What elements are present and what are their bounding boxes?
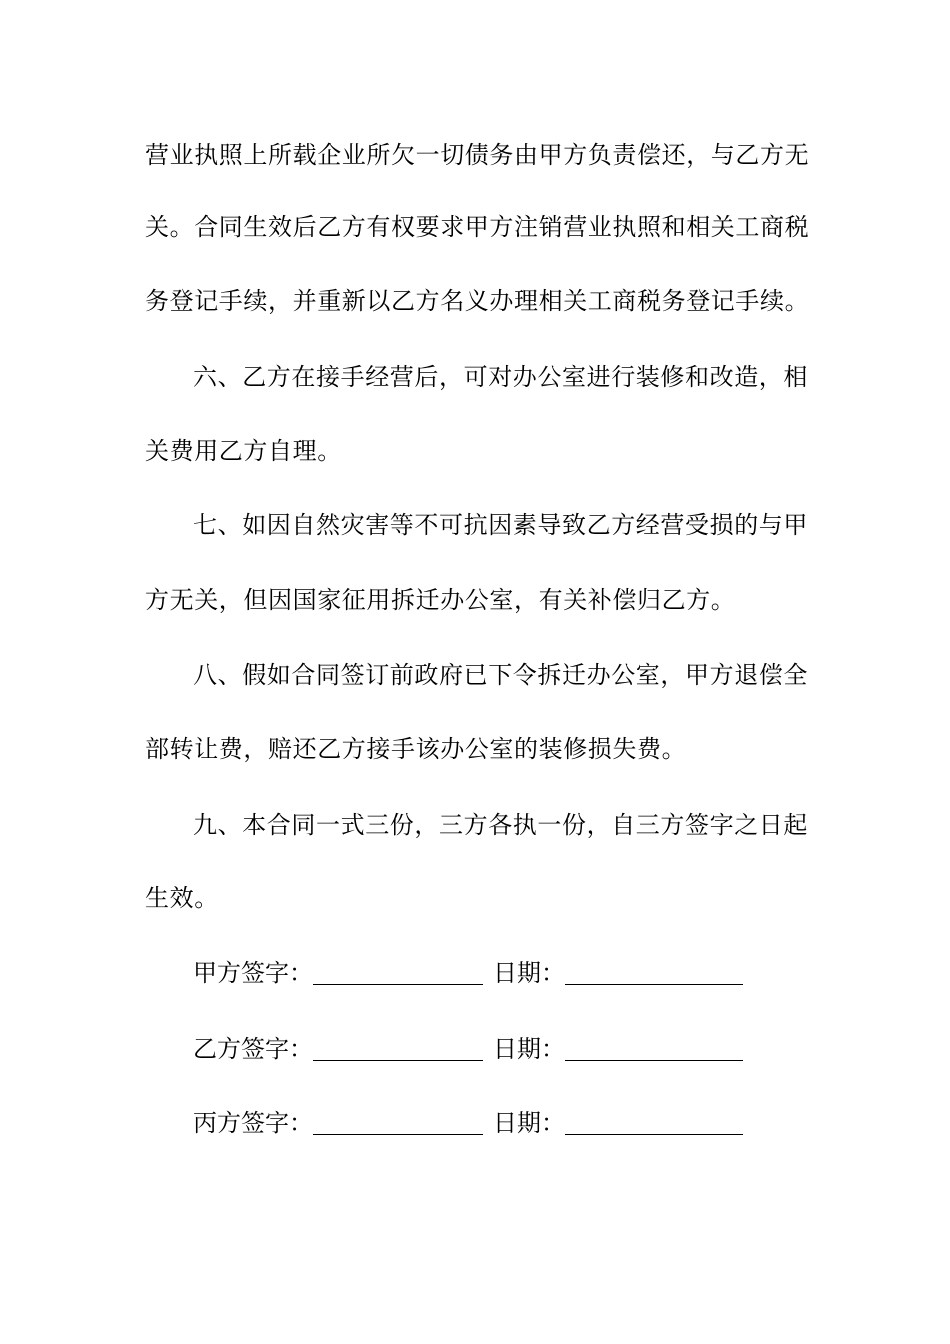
clause-seven-heading-line: 七、如因自然灾害等不可抗因素导致乙方经营受损的与甲 xyxy=(193,511,808,539)
party-b-date-label: 日期： xyxy=(493,1035,565,1063)
party-a-signature-blank[interactable] xyxy=(313,984,483,985)
text-line: 务登记手续，并重新以乙方名义办理相关工商税务登记手续。 xyxy=(145,287,810,315)
clause-six-heading-line: 六、乙方在接手经营后，可对办公室进行装修和改造，相 xyxy=(193,363,808,391)
clause-eight-heading-line: 八、假如合同签订前政府已下令拆迁办公室，甲方退偿全 xyxy=(193,661,808,689)
party-c-date-blank[interactable] xyxy=(565,1134,743,1135)
text-line: 关。合同生效后乙方有权要求甲方注销营业执照和相关工商税 xyxy=(145,213,810,241)
party-c-signature-label: 丙方签字： xyxy=(193,1109,313,1137)
clause-nine-heading-line: 九、本合同一式三份，三方各执一份，自三方签字之日起 xyxy=(193,811,808,839)
signature-row-party-a xyxy=(193,958,753,988)
party-a-signature-label: 甲方签字： xyxy=(193,959,313,987)
signature-row-party-c xyxy=(193,1108,753,1138)
text-line: 营业执照上所载企业所欠一切债务由甲方负责偿还，与乙方无 xyxy=(145,141,810,169)
text-line: 部转让费，赔还乙方接手该办公室的装修损失费。 xyxy=(145,735,687,763)
text-line: 方无关，但因国家征用拆迁办公室，有关补偿归乙方。 xyxy=(145,586,736,614)
signature-row-party-b xyxy=(193,1034,753,1064)
party-c-date-label: 日期： xyxy=(493,1109,565,1137)
party-c-signature-blank[interactable] xyxy=(313,1134,483,1135)
party-b-signature-label: 乙方签字： xyxy=(193,1035,313,1063)
text-line: 生效。 xyxy=(145,884,219,912)
party-a-date-blank[interactable] xyxy=(565,984,743,985)
party-a-date-label: 日期： xyxy=(493,959,565,987)
party-b-date-blank[interactable] xyxy=(565,1060,743,1061)
party-b-signature-blank[interactable] xyxy=(313,1060,483,1061)
text-line: 关费用乙方自理。 xyxy=(145,437,342,465)
